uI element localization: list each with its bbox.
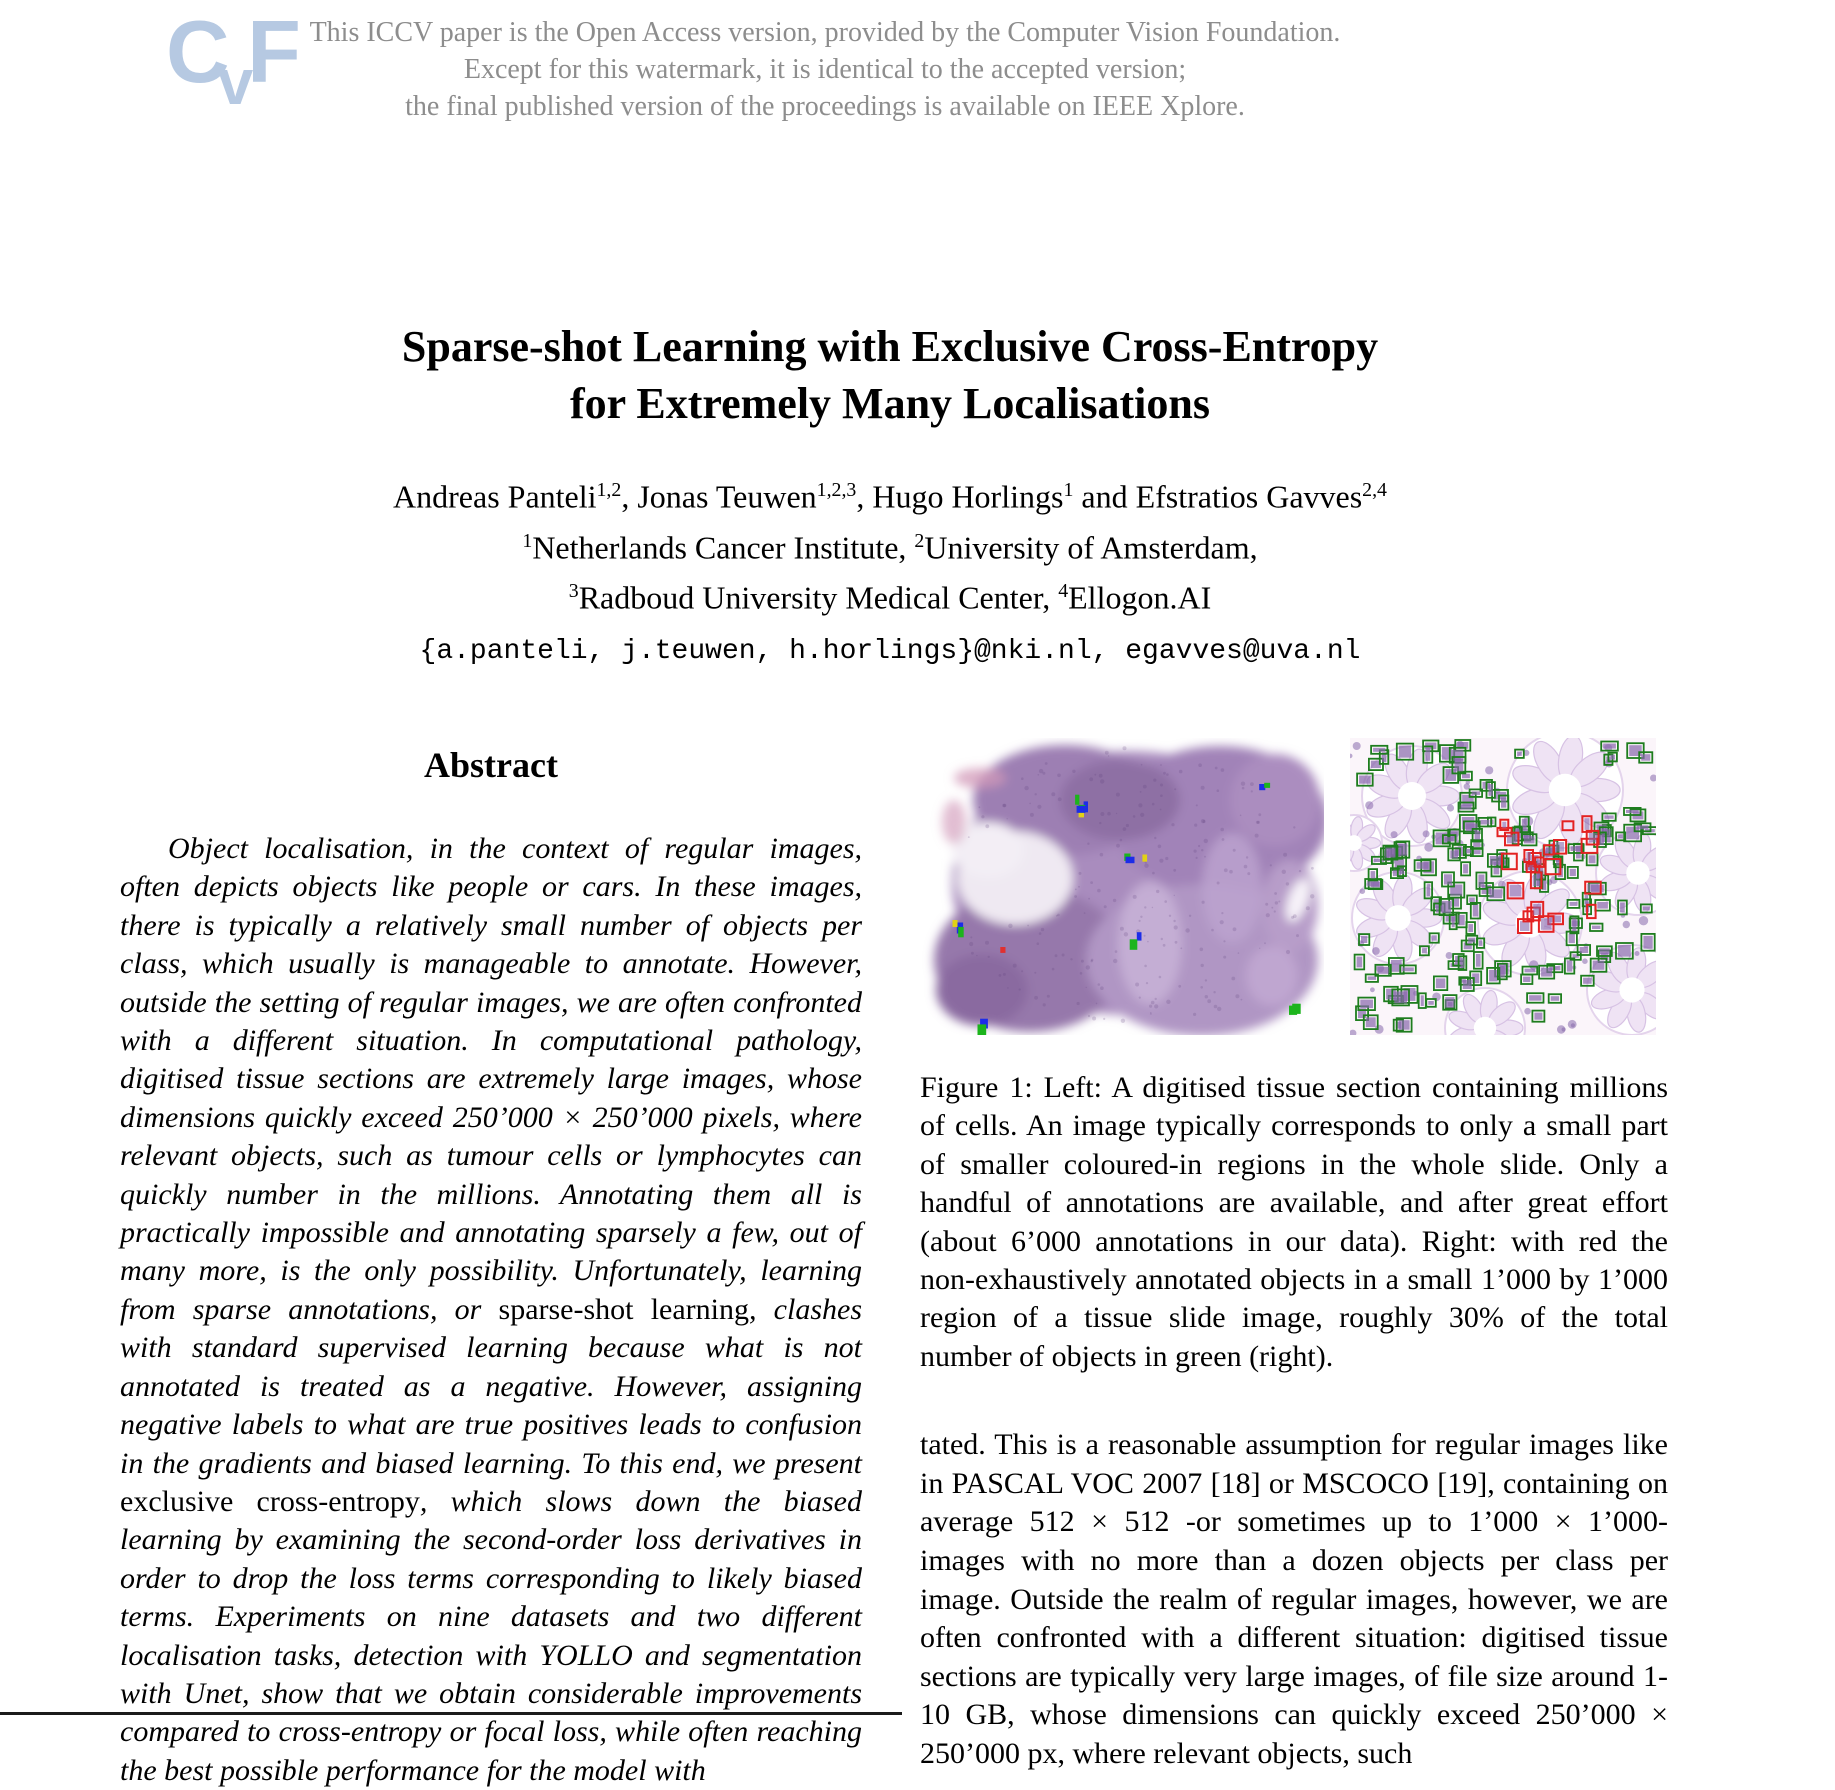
- cvf-logo-letter-v: v: [217, 46, 254, 118]
- authors-line: Andreas Panteli$^{1,2}$, Jonas Teuwen$^{1,2,3}$, Hugo Horlings$^1$ and Efstratios Gavves$^{2,4}$: [393, 478, 1387, 515]
- author-emails: {a.panteli, j.teuwen, h.horlings}@nki.nl, egavves@uva.nl: [419, 635, 1361, 667]
- introduction-paragraph: tated. This is a reasonable assumption for regular images like in PASCAL VOC 2007 [18] or MSCOCO [19], containing on average 512 × 512 -or sometimes up to 1’000 × 1’000- images with no more than a dozen objects per class per image. Outside the realm of regular images, however, we are often confronted with a different situation: digitised tissue sections are typically very large images, of file size around 1-10 GB, whose dimensions can quickly exceed 250’000 × 250’000 px, where relevant objects, such: [920, 1428, 1668, 1770]
- author-block: [120, 468, 1660, 674]
- paper-title: [120, 318, 1660, 432]
- cvf-logo-letter-c: C: [166, 2, 230, 101]
- watermark-line-3: the final published version of the proceedings is available on IEEE Xplore.: [405, 91, 1245, 122]
- abstract-paragraph: Object localisation, in the context of regular images, often depicts objects like people or cars. In these images, there is typically a relatively small number of objects per class, which usually is manageable to annotate. However, outside the setting of regular images, we are often confronted with a different situation. In computational pathology, digitised tissue sections are extremely large images, whose dimensions quickly exceed 250’000 × 250’000 pixels, where relevant objects, such as tumour cells or lymphocytes can quickly number in the millions. Annotating them all is practically impossible and annotating sparsely a few, out of many more, is the only possibility. Unfortunately, learning from sparse annotations, or sparse-shot learning, clashes with standard supervised learning because what is not annotated is treated as a negative. However, assigning negative labels to what are true positives leads to confusion in the gradients and biased learning. To this end, we present exclusive cross-entropy, which slows down the biased learning by examining the second-order loss derivatives in order to drop the loss terms corresponding to likely biased terms. Experiments on nine datasets and two different localisation tasks, detection with YOLLO and segmentation with Unet, show that we obtain considerable improvements compared to cross-entropy or focal loss, while often reaching the best possible performance for the model with: [120, 832, 862, 1787]
- watermark-line-1: This ICCV paper is the Open Access version, provided by the Computer Vision Foundation.: [309, 17, 1341, 48]
- figure-1-right-image: [1350, 738, 1656, 1035]
- figure-1-left-image: [920, 738, 1324, 1035]
- tissue-blob: [934, 745, 1324, 1035]
- figure-1: [920, 738, 1668, 1035]
- affiliation-line-1: $^1$Netherlands Cancer Institute, $^2$University of Amsterdam,: [522, 529, 1258, 566]
- abstract-heading: Abstract: [424, 745, 558, 785]
- watermark-line-2: Except for this watermark, it is identical to the accepted version;: [463, 54, 1187, 85]
- footnote-rule: [0, 1712, 902, 1715]
- paper-title-line2: for Extremely Many Localisations: [570, 379, 1210, 428]
- figure-1-caption: Figure 1: Left: A digitised tissue section containing millions of cells. An image typically corresponds to only a small part of smaller coloured-in regions in the whole slide. Only a handful of annotations are available, and after great effort (about 6’000 annotations in our data). Right: with red the non-exhaustively annotated objects in a small 1’000 by 1’000 region of a tissue slide image, roughly 30% of the total number of objects in green (right).: [920, 1071, 1668, 1373]
- cvf-logo: [166, 2, 326, 118]
- right-column: [920, 738, 1668, 1774]
- left-column: [120, 744, 862, 1790]
- paper-title-line1: Sparse-shot Learning with Exclusive Cross-Entropy: [401, 322, 1379, 371]
- cvf-logo-letter-f: F: [247, 2, 301, 101]
- affiliation-line-2: $^3$Radboud University Medical Center, $^4$Ellogon.AI: [568, 579, 1212, 616]
